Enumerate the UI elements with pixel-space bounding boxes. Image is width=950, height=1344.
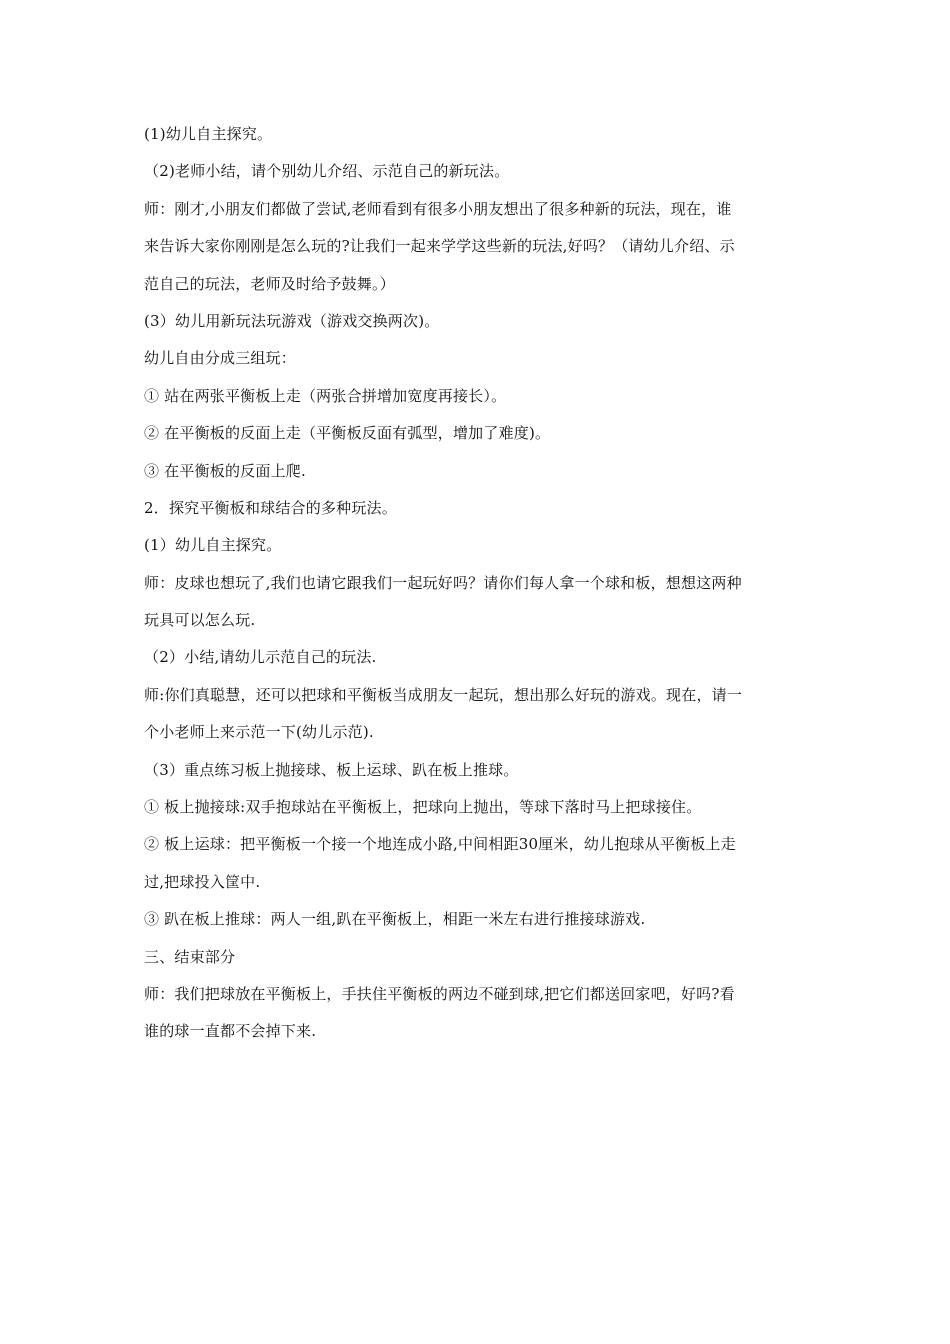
text-line: ③ 在平衡板的反面上爬. [144, 461, 306, 480]
text-line: （2)老师小结，请个别幼儿介绍、示范自己的新玩法。 [144, 162, 510, 181]
text-line: （3）重点练习板上抛接球、板上运球、趴在板上推球。 [144, 760, 519, 779]
text-line: 玩具可以怎么玩. [144, 611, 256, 630]
text-line: ③ 趴在板上推球：两人一组,趴在平衡板上，相距一米左右进行推接球游戏. [144, 910, 646, 929]
text-line: ① 板上抛接球:双手抱球站在平衡板上，把球向上抛出，等球下落时马上把球接住。 [144, 798, 702, 817]
text-line: （2）小结,请幼儿示范自己的玩法. [144, 648, 377, 667]
text-line: 师：皮球也想玩了,我们也请它跟我们一起玩好吗？请你们每人拿一个球和板，想想这两种 [144, 573, 742, 592]
text-line: 过,把球投入筐中. [144, 872, 261, 891]
text-line: 个小老师上来示范一下(幼儿示范). [144, 723, 374, 742]
text-line: 谁的球一直都不会掉下来. [144, 1022, 317, 1041]
text-line: (1）幼儿自主探究。 [144, 536, 282, 555]
document-body [144, 116, 812, 1051]
text-line: 师：刚才,小朋友们都做了尝试,老师看到有很多小朋友想出了很多种新的玩法，现在，谁 [144, 199, 732, 218]
text-line: 师：我们把球放在平衡板上，手扶住平衡板的两边不碰到球,把它们都送回家吧，好吗?看 [144, 984, 735, 1003]
text-line: 师:你们真聪慧，还可以把球和平衡板当成朋友一起玩，想出那么好玩的游戏。现在，请一 [144, 685, 743, 704]
text-line: ① 站在两张平衡板上走（两张合拼增加宽度再接长）。 [144, 386, 507, 405]
text-line: ② 板上运球：把平衡板一个接一个地连成小路,中间相距30厘米，幼儿抱球从平衡板上走 [144, 835, 736, 854]
text-line: 来告诉大家你刚刚是怎么玩的?让我们一起来学学这些新的玩法,好吗？（请幼儿介绍、示 [144, 237, 735, 256]
text-line: 幼儿自由分成三组玩： [144, 349, 297, 368]
text-line: 范自己的玩法，老师及时给予鼓舞。） [144, 274, 395, 293]
text-line: 2．探究平衡板和球结合的多种玩法。 [144, 498, 397, 517]
text-line: ② 在平衡板的反面上走（平衡板反面有弧型，增加了难度)。 [144, 424, 551, 443]
text-line: (3）幼儿用新玩法玩游戏（游戏交换两次)。 [144, 311, 440, 330]
text-line: 三、结束部分 [144, 947, 236, 966]
text-line: (1)幼儿自主探究。 [144, 125, 273, 143]
